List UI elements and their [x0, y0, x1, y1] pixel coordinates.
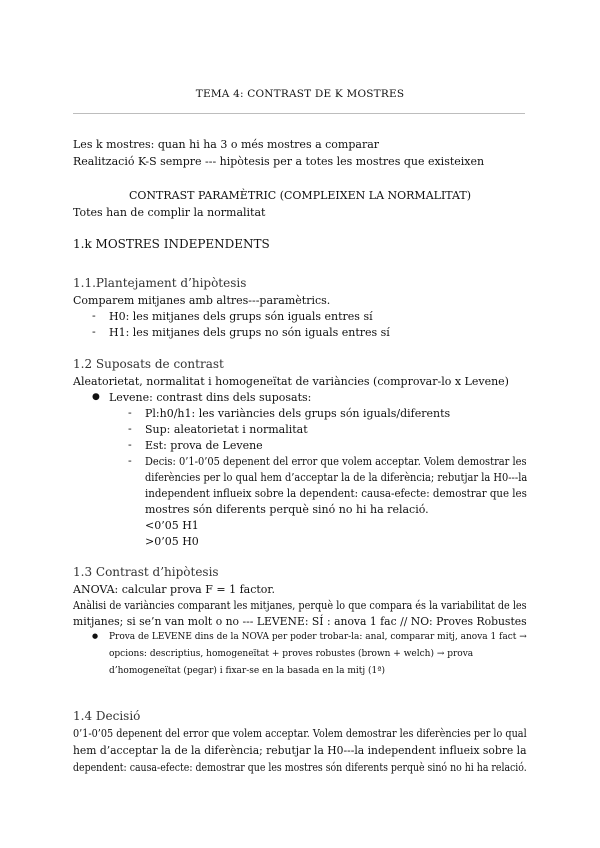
- param-note: Totes han de complir la normalitat: [73, 206, 266, 219]
- dash-marker: -: [128, 406, 132, 419]
- anova-bullet-line: Prova de LEVENE dins de la NOVA per poder trobar-la: anal, comparar mitj, anova 1 fact →: [109, 632, 527, 642]
- threshold-h1: <0’05 H1: [145, 519, 199, 532]
- decis-line: Decis: 0’1-0’05 depenent del error que volem acceptar. Volem demostrar les: [145, 455, 527, 468]
- anova-bullet-line: opcions: descriptius, homogeneïtat + proves robustes (brown + welch) → prova: [109, 649, 474, 659]
- decis-line: independent influeix sobre la dependent: causa-efecte: demostrar que les: [145, 487, 527, 500]
- decis-line: diferències per lo qual hem d’acceptar la de la diferència; rebutjar la H0---la: [145, 471, 528, 484]
- section-1-3-heading: 1.3 Contrast d’hipòtesis: [73, 565, 219, 579]
- section-1-2-heading: 1.2 Suposats de contrast: [73, 357, 224, 371]
- section-1-3-line-2: Anàlisi de variàncies comparant les mitjanes, perquè lo que compara és la variabilitat de les: [73, 599, 527, 612]
- dash-marker: -: [128, 454, 132, 467]
- section-1-3-line-1: ANOVA: calcular prova F = 1 factor.: [73, 583, 275, 596]
- anova-bullet-line: d’homogeneïtat (pegar) i fixar-se en la basada en la mitj (1ª): [109, 666, 386, 676]
- decis-line: mostres són diferents perquè sinó no hi ha relació.: [145, 503, 429, 516]
- section-1-1-heading: 1.1.Plantejament d’hipòtesis: [73, 276, 247, 290]
- page-title: TEMA 4: CONTRAST DE K MOSTRES: [195, 88, 405, 100]
- intro-line-2: Realització K-S sempre --- hipòtesis per a totes les mostres que existeixen: [73, 155, 485, 168]
- decision-line: dependent: causa-efecte: demostrar que les mostres són diferents perquè sinó no hi ha relació.: [73, 761, 527, 774]
- title-divider: [73, 113, 525, 114]
- sub-item: Sup: aleatorietat i normalitat: [145, 423, 308, 436]
- decision-line: hem d’acceptar la de la diferència; rebutjar la H0---la independent influeix sobre la: [73, 744, 527, 757]
- decision-line: 0’1-0’05 depenent del error que volem acceptar. Volem demostrar les diferències per lo qual: [73, 727, 527, 740]
- intro-line-1: Les k mostres: quan hi ha 3 o més mostres a comparar: [73, 138, 380, 151]
- levene-bullet: Levene: contrast dins dels suposats:: [109, 391, 312, 404]
- list-item: H1: les mitjanes dels grups no són iguals entres sí: [109, 326, 390, 339]
- dash-marker: -: [92, 325, 96, 338]
- dash-marker: -: [128, 422, 132, 435]
- section-1-3-line-3: mitjanes; si se’n van molt o no --- LEVENE: SÍ : anova 1 fac // NO: Proves Robustes: [73, 615, 527, 628]
- dash-marker: -: [92, 309, 96, 322]
- section-1-1-text: Comparem mitjanes amb altres---paramètrics.: [73, 294, 331, 307]
- param-heading: CONTRAST PARAMÈTRIC (COMPLEIXEN LA NORMALITAT): [128, 189, 471, 202]
- threshold-h0: >0’05 H0: [145, 535, 199, 548]
- dash-marker: -: [128, 438, 132, 451]
- list-item: H0: les mitjanes dels grups són iguals entres sí: [109, 310, 373, 323]
- section-1-4-heading: 1.4 Decisió: [73, 709, 141, 723]
- bullet-icon: ●: [92, 392, 100, 402]
- sub-item: Pl:h0/h1: les variàncies dels grups són iguals/diferents: [145, 407, 451, 420]
- bullet-icon: ●: [92, 632, 99, 640]
- section-1-2-text: Aleatorietat, normalitat i homogeneïtat de variàncies (comprovar-lo x Levene): [73, 375, 509, 388]
- section-1-heading: 1.k MOSTRES INDEPENDENTS: [73, 237, 270, 251]
- sub-item: Est: prova de Levene: [145, 439, 263, 452]
